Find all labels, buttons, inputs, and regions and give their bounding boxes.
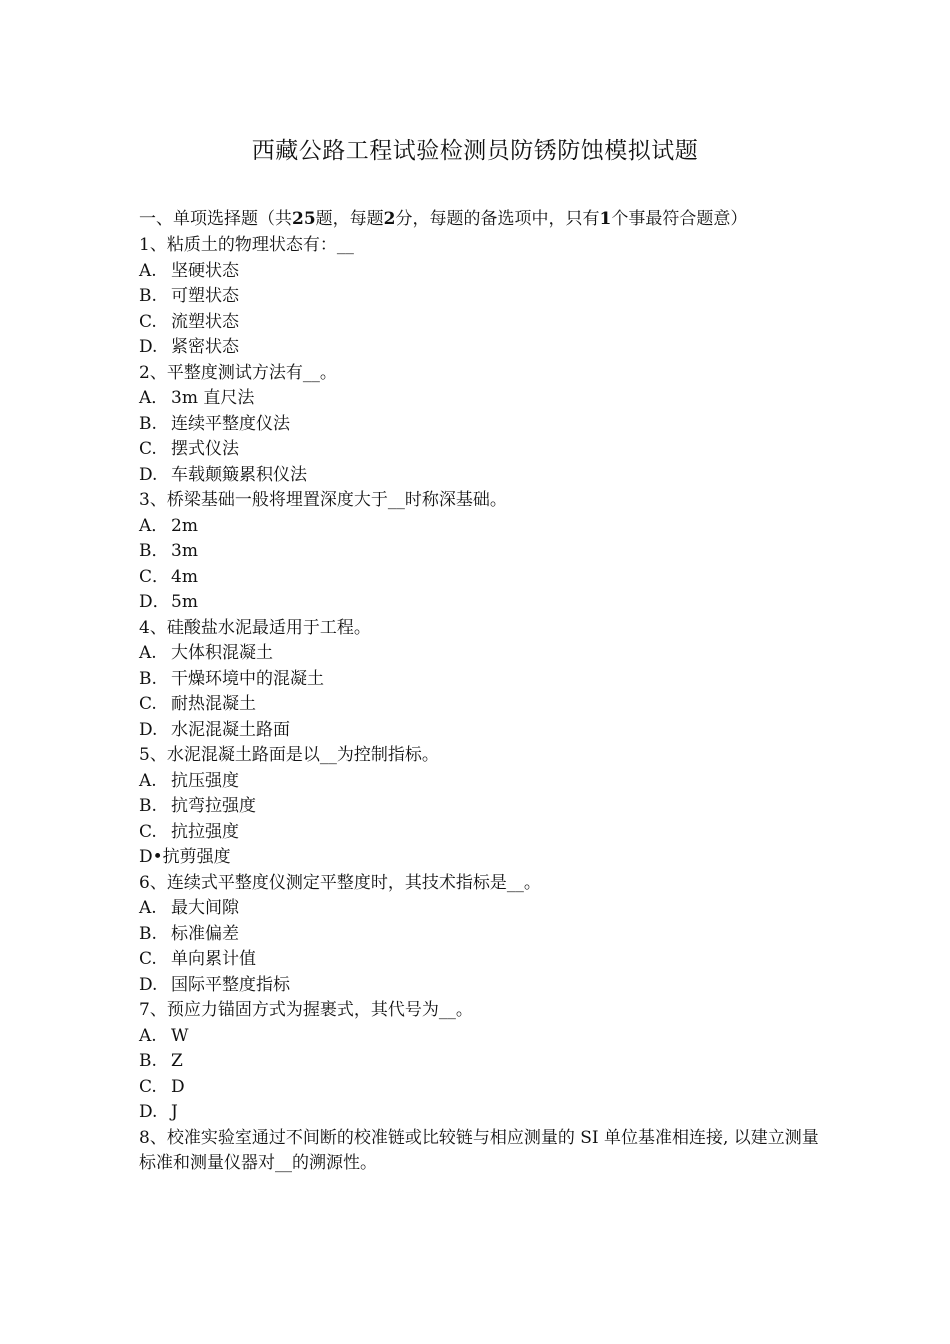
question-stem: 2、平整度测试方法有__。 <box>139 362 337 383</box>
option-text: 2m <box>171 515 198 536</box>
option-letter: B. <box>139 286 157 306</box>
answer-option <box>139 259 819 285</box>
question-stem: 1、粘质土的物理状态有：__ <box>139 235 354 255</box>
option-letter: D• <box>139 847 163 867</box>
option-letter: C. <box>139 439 157 459</box>
option-text: 可塑状态 <box>171 286 239 306</box>
option-letter: C. <box>139 311 157 332</box>
question-stem: 4、硅酸盐水泥最适用于工程。 <box>139 617 371 638</box>
option-text: 4m <box>171 566 198 587</box>
answer-option <box>139 692 819 718</box>
option-text: 流塑状态 <box>171 311 239 332</box>
question-block <box>139 743 819 871</box>
question-stem: 3、桥梁基础一般将埋置深度大于__时称深基础。 <box>139 490 507 510</box>
option-text: 连续平整度仪法 <box>171 413 290 434</box>
question-block <box>139 361 819 489</box>
question-stem: 7、预应力锚固方式为握裹式，其代号为__。 <box>139 1000 473 1020</box>
option-letter: B. <box>139 1051 157 1071</box>
option-text: 抗弯拉强度 <box>171 796 256 816</box>
option-letter: B. <box>139 796 157 816</box>
option-letter: A. <box>139 643 157 663</box>
option-letter: C. <box>139 1076 157 1097</box>
answer-option <box>139 973 819 999</box>
option-text: 国际平整度指标 <box>171 974 290 995</box>
option-letter: D. <box>139 464 158 485</box>
answer-option <box>139 437 819 463</box>
answer-option <box>139 896 819 922</box>
option-letter: B. <box>139 413 157 434</box>
answer-option <box>139 412 819 438</box>
option-letter: B. <box>139 668 157 689</box>
option-letter: C. <box>139 821 157 842</box>
document-body <box>139 207 819 1177</box>
answer-option <box>139 667 819 693</box>
option-text: Z <box>171 1051 183 1071</box>
option-text: 3m 直尺法 <box>171 388 255 408</box>
option-letter: D. <box>139 337 158 357</box>
option-letter: C. <box>139 694 157 714</box>
option-letter: A. <box>139 770 157 791</box>
question-block <box>139 233 819 361</box>
option-text: 车载颠簸累积仪法 <box>171 464 307 485</box>
question-list <box>139 233 819 1177</box>
section-heading-text: 个事最符合题意） <box>611 209 748 229</box>
question-block <box>139 871 819 999</box>
option-text: J <box>171 1102 178 1122</box>
option-text: 水泥混凝土路面 <box>171 719 290 740</box>
answer-option <box>139 1024 819 1050</box>
option-text: 标准偏差 <box>171 923 239 944</box>
option-text: 干燥环境中的混凝土 <box>171 668 324 689</box>
option-letter: C． <box>139 566 170 587</box>
correct-option-count: 1 <box>599 209 612 229</box>
option-text: 大体积混凝土 <box>171 643 273 663</box>
answer-option <box>139 514 819 540</box>
option-text: 最大间隙 <box>171 898 239 918</box>
answer-option <box>139 539 819 565</box>
option-letter: D． <box>139 592 170 612</box>
question-block <box>139 616 819 744</box>
answer-option <box>139 463 819 489</box>
answer-option <box>139 1049 819 1075</box>
answer-option <box>139 1075 819 1101</box>
answer-option <box>139 922 819 948</box>
option-text: 坚硬状态 <box>171 260 239 281</box>
answer-option <box>139 310 819 336</box>
answer-option <box>139 590 819 616</box>
option-letter: B. <box>139 923 157 944</box>
answer-option <box>139 641 819 667</box>
answer-option <box>139 1100 819 1126</box>
section-heading-text: 分，每题的备选项中，只有 <box>395 209 600 229</box>
question-stem: 6、连续式平整度仪测定平整度时，其技术指标是__。 <box>139 872 541 893</box>
document-title: 西藏公路工程试验检测员防锈防蚀模拟试题 <box>251 138 699 164</box>
option-text: 紧密状态 <box>171 337 239 357</box>
option-letter: D. <box>139 1102 158 1122</box>
answer-option <box>139 284 819 310</box>
option-text: 摆式仪法 <box>171 439 239 459</box>
option-text: 单向累计值 <box>171 949 256 969</box>
option-letter: A． <box>139 515 169 536</box>
option-letter: A. <box>139 260 157 281</box>
section-heading-text: 题，每题 <box>315 209 384 229</box>
option-text: 3m <box>171 541 198 561</box>
section-heading-text: 一、单项选择题（共 <box>139 209 292 229</box>
answer-option <box>139 794 819 820</box>
option-letter: A. <box>139 898 157 918</box>
answer-option <box>139 769 819 795</box>
option-letter: D. <box>139 719 158 740</box>
answer-option <box>139 845 819 871</box>
option-text: W <box>171 1025 189 1046</box>
option-letter: D. <box>139 974 158 995</box>
answer-option <box>139 947 819 973</box>
question-stem: 5、水泥混凝土路面是以__为控制指标。 <box>139 745 439 765</box>
answer-option <box>139 335 819 361</box>
option-text: 抗拉强度 <box>171 821 239 842</box>
option-text: 5m <box>171 592 198 612</box>
option-letter: A. <box>139 1025 157 1046</box>
answer-option <box>139 386 819 412</box>
answer-option <box>139 718 819 744</box>
option-text: 抗剪强度 <box>162 847 231 867</box>
section-heading <box>139 207 819 232</box>
question-block <box>139 488 819 616</box>
option-text: 耐热混凝土 <box>171 694 256 714</box>
question-block <box>139 998 819 1126</box>
question-block <box>139 1126 819 1177</box>
option-letter: C. <box>139 949 157 969</box>
option-text: 抗压强度 <box>171 770 239 791</box>
answer-option <box>139 820 819 846</box>
points-per-question: 2 <box>383 209 396 229</box>
answer-option <box>139 565 819 591</box>
question-stem: 8、校准实验室通过不间断的校准链或比较链与相应测量的 SI 单位基准相连接, 以建立测量标准和测量仪器对__的溯源性。 <box>139 1127 819 1173</box>
option-letter: A． <box>139 388 169 408</box>
option-letter: B． <box>139 541 169 561</box>
option-text: D <box>171 1076 185 1097</box>
question-count: 25 <box>292 209 316 229</box>
